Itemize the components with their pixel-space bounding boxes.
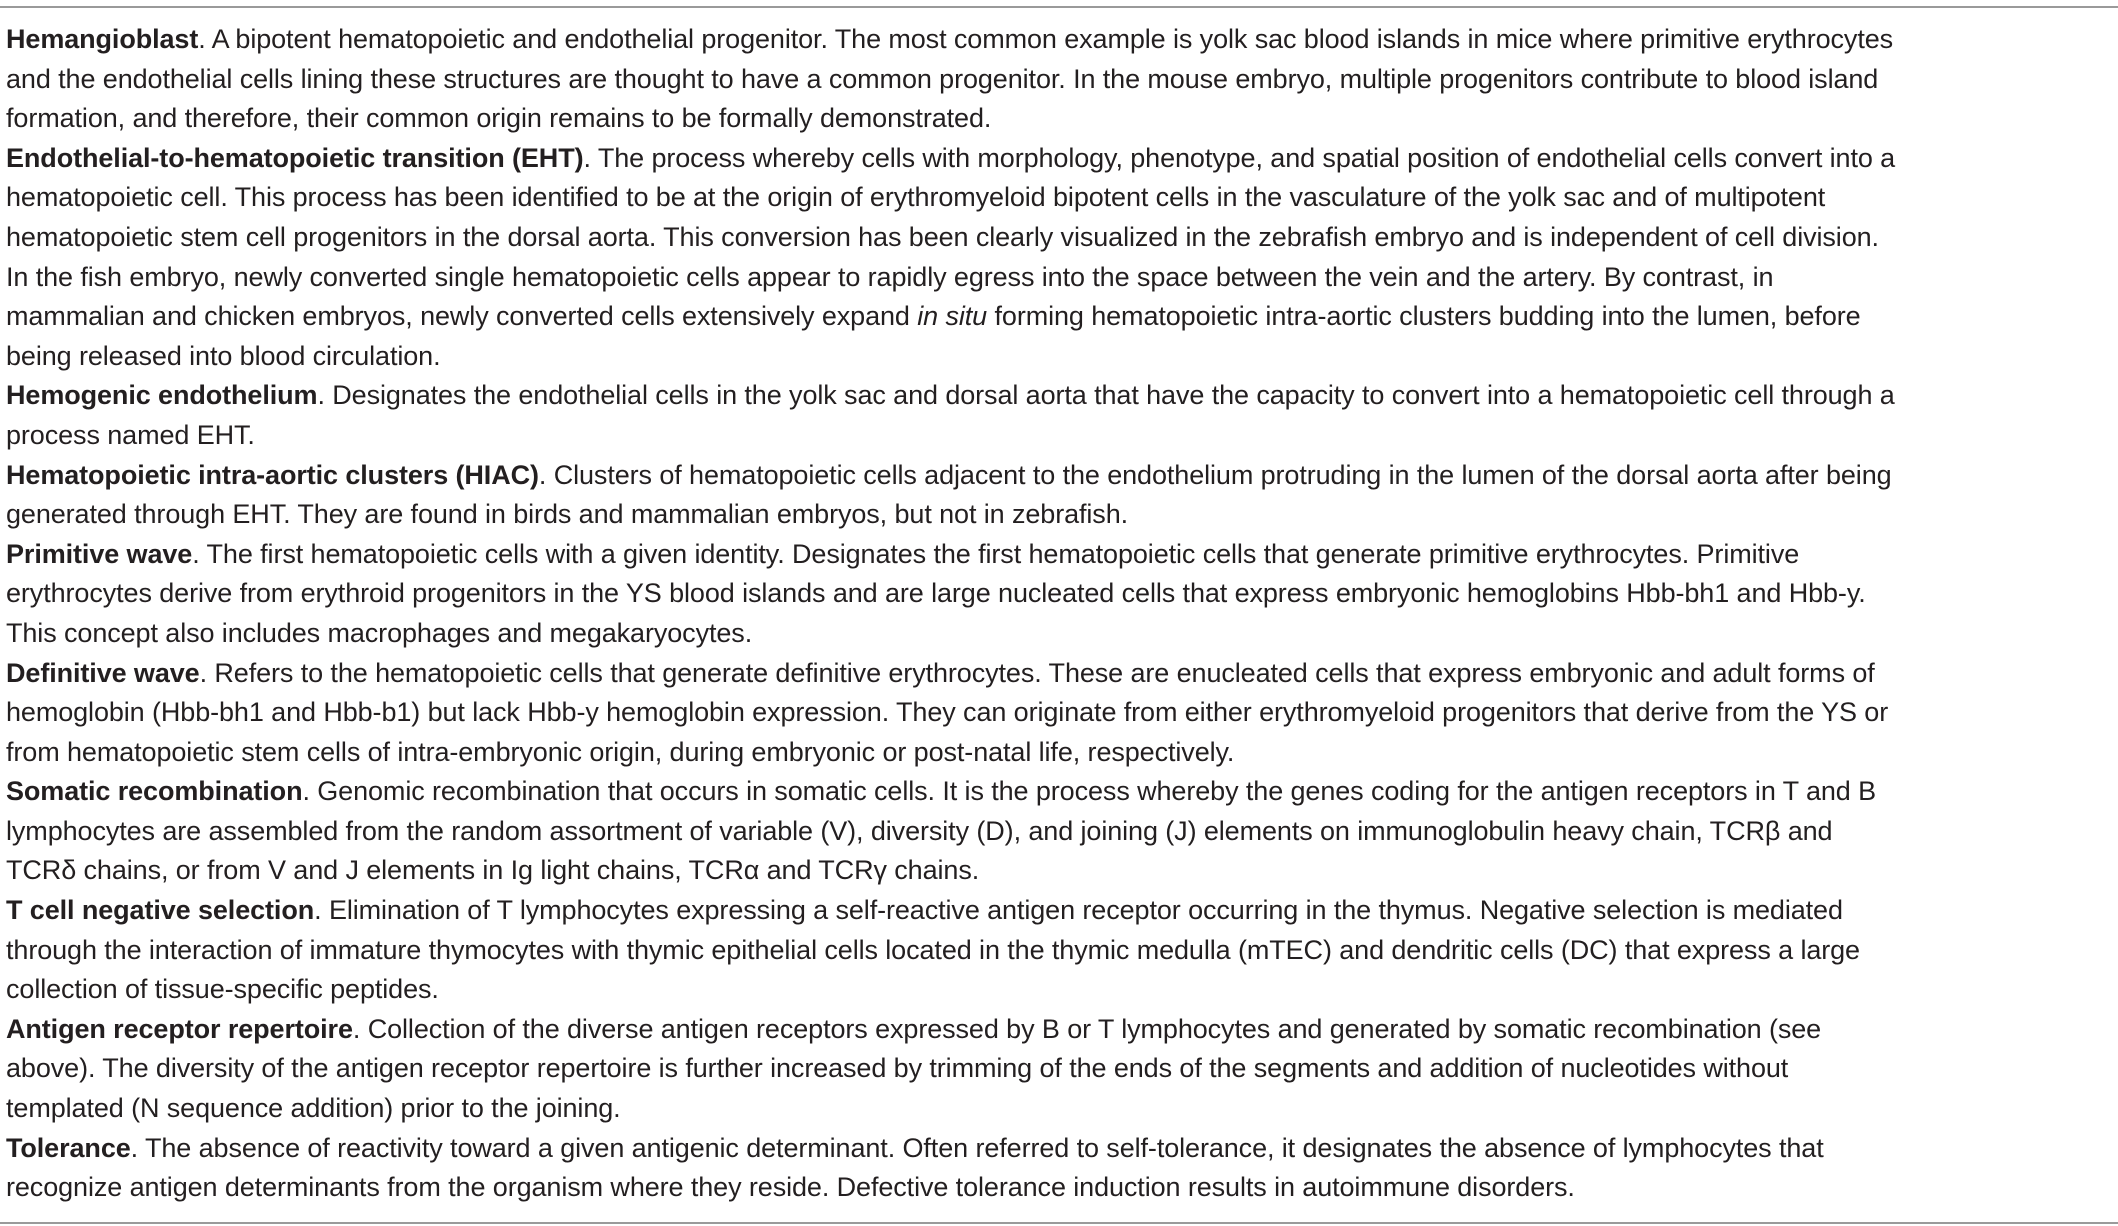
term-separator: . [192,538,207,569]
definition-eht-italic: in situ [917,301,988,332]
term-separator: . [198,24,212,54]
term-t-cell-negative-selection: T cell negative selection [6,895,315,926]
term-eht: Endothelial-to-hematopoietic transition (EHT) [6,142,584,173]
term-separator: . [130,1132,145,1163]
glossary-entry-antigen-receptor-repertoire [6,1010,1906,1129]
term-separator: . [352,1013,368,1044]
definition-somatic-recombination: Genomic recombination that occurs in somatic cells. It is the process whereby the genes coding for the antigen receptors in T and B lymphocytes are assembled from the random assortment of variable (V), diversity (D), and joining (J) elements on immunoglobulin heavy chain, TCRβ and TCRδ chains, or from V and J elements in Ig light chains, TCRα and TCRγ chains. [6,776,1877,886]
definition-tolerance: The absence of reactivity toward a given antigenic determinant. Often referred to self-tolerance, it designates the absence of lymphocytes that recognize antigen determinants from the organism where they reside. Defective tolerance induction results in autoimmune disorders. [6,1132,1824,1203]
top-rule [0,6,2118,8]
definition-primitive-wave: The first hematopoietic cells with a given identity. Designates the first hematopoietic cells that generate primitive erythrocytes. Primitive erythrocytes derive from erythroid progenitors in the YS blood islands and are large nucleated cells that express embryonic hemoglobins Hbb-bh1 and Hbb-y. This concept also includes macrophages and megakaryocytes. [6,538,1866,648]
term-separator: . [199,657,215,688]
glossary-entry-somatic-recombination [6,772,1906,891]
definition-t-cell-negative-selection: Elimination of T lymphocytes expressing a self-reactive antigen receptor occurring in the thymus. Negative selection is mediated through the interaction of immature thymocytes with thymic epithelial cells located in the thymic medulla (mTEC) and dendritic cells (DC) that express a large collection of tissue-specific peptides. [6,895,1860,1005]
term-somatic-recombination: Somatic recombination [6,776,303,807]
glossary-entry-definitive-wave [6,654,1906,773]
glossary-entry-hemangioblast [6,20,1906,139]
definition-definitive-wave: Refers to the hematopoietic cells that generate definitive erythrocytes. These are enucleated cells that express embryonic and adult forms of hemoglobin (Hbb-bh1 and Hbb-b1) but lack Hbb-y hemoglobin expression. They can originate from either erythromyeloid progenitors that derive from the YS or from hematopoietic stem cells of intra-embryonic origin, during embryonic or post-natal life, respectively. [6,657,1889,767]
term-separator: . [583,142,598,173]
glossary-box [6,20,1906,1208]
term-definitive-wave: Definitive wave [6,657,200,688]
glossary-entry-t-cell-negative-selection [6,891,1906,1010]
term-separator: . [317,380,333,411]
definition-antigen-receptor-repertoire: Collection of the diverse antigen receptors expressed by B or T lymphocytes and generated by somatic recombination (see above). The diversity of the antigen receptor repertoire is further increased by trimming of the ends of the segments and addition of nucleotides without templated (N sequence addition) prior to the joining. [6,1013,1822,1124]
definition-hemangioblast: A bipotent hematopoietic and endothelial progenitor. The most common example is yolk sac blood islands in mice where primitive erythrocytes and the endothelial cells lining these structures are thought to have a common progenitor. In the mouse embryo, multiple progenitors contribute to blood island formation, and therefore, their common origin remains to be formally demonstrated. [6,24,1894,134]
term-separator: . [302,776,318,807]
definition-hemogenic-endothelium: Designates the endothelial cells in the yolk sac and dorsal aorta that have the capacity to convert into a hematopoietic cell through a process named EHT. [6,380,1895,450]
glossary-entry-eht [6,139,1906,377]
glossary-entry-hemogenic-endothelium [6,376,1906,455]
definition-eht-part-1: The process whereby cells with morphology, phenotype, and spatial position of endothelial cells convert into a hematopoietic cell. This process has been identified to be at the origin of erythromyeloid bipotent cells in the vasculature of the yolk sac and of multipotent hematopoietic stem cell progenitors in the dorsal aorta. This conversion has been clearly visualized in the zebrafish embryo and is independent of cell division. In the fish embryo, newly converted single hematopoietic cells appear to rapidly egress into the space between the vein and the artery. By contrast, in mammalian and chicken embryos, newly converted cells extensively expand [6,142,1896,332]
term-primitive-wave: Primitive wave [6,538,193,569]
term-separator: . [314,895,329,926]
term-hemogenic-endothelium: Hemogenic endothelium [6,380,318,411]
term-separator: . [538,459,554,490]
bottom-rule [0,1222,2118,1224]
term-tolerance: Tolerance [6,1132,131,1163]
glossary-entry-hiac [6,456,1906,535]
term-antigen-receptor-repertoire: Antigen receptor repertoire [6,1013,353,1044]
glossary-entry-primitive-wave [6,535,1906,654]
term-hiac: Hematopoietic intra-aortic clusters (HIAC) [6,459,539,490]
definition-eht-part-2: forming hematopoietic intra-aortic clusters budding into the lumen, before being released into blood circulation. [6,301,1861,371]
definition-hiac: Clusters of hematopoietic cells adjacent to the endothelium protruding in the lumen of the dorsal aorta after being generated through EHT. They are found in birds and mammalian embryos, but not in zebrafish. [6,459,1892,530]
term-hemangioblast: Hemangioblast [6,24,199,54]
glossary-entry-tolerance [6,1129,1906,1208]
